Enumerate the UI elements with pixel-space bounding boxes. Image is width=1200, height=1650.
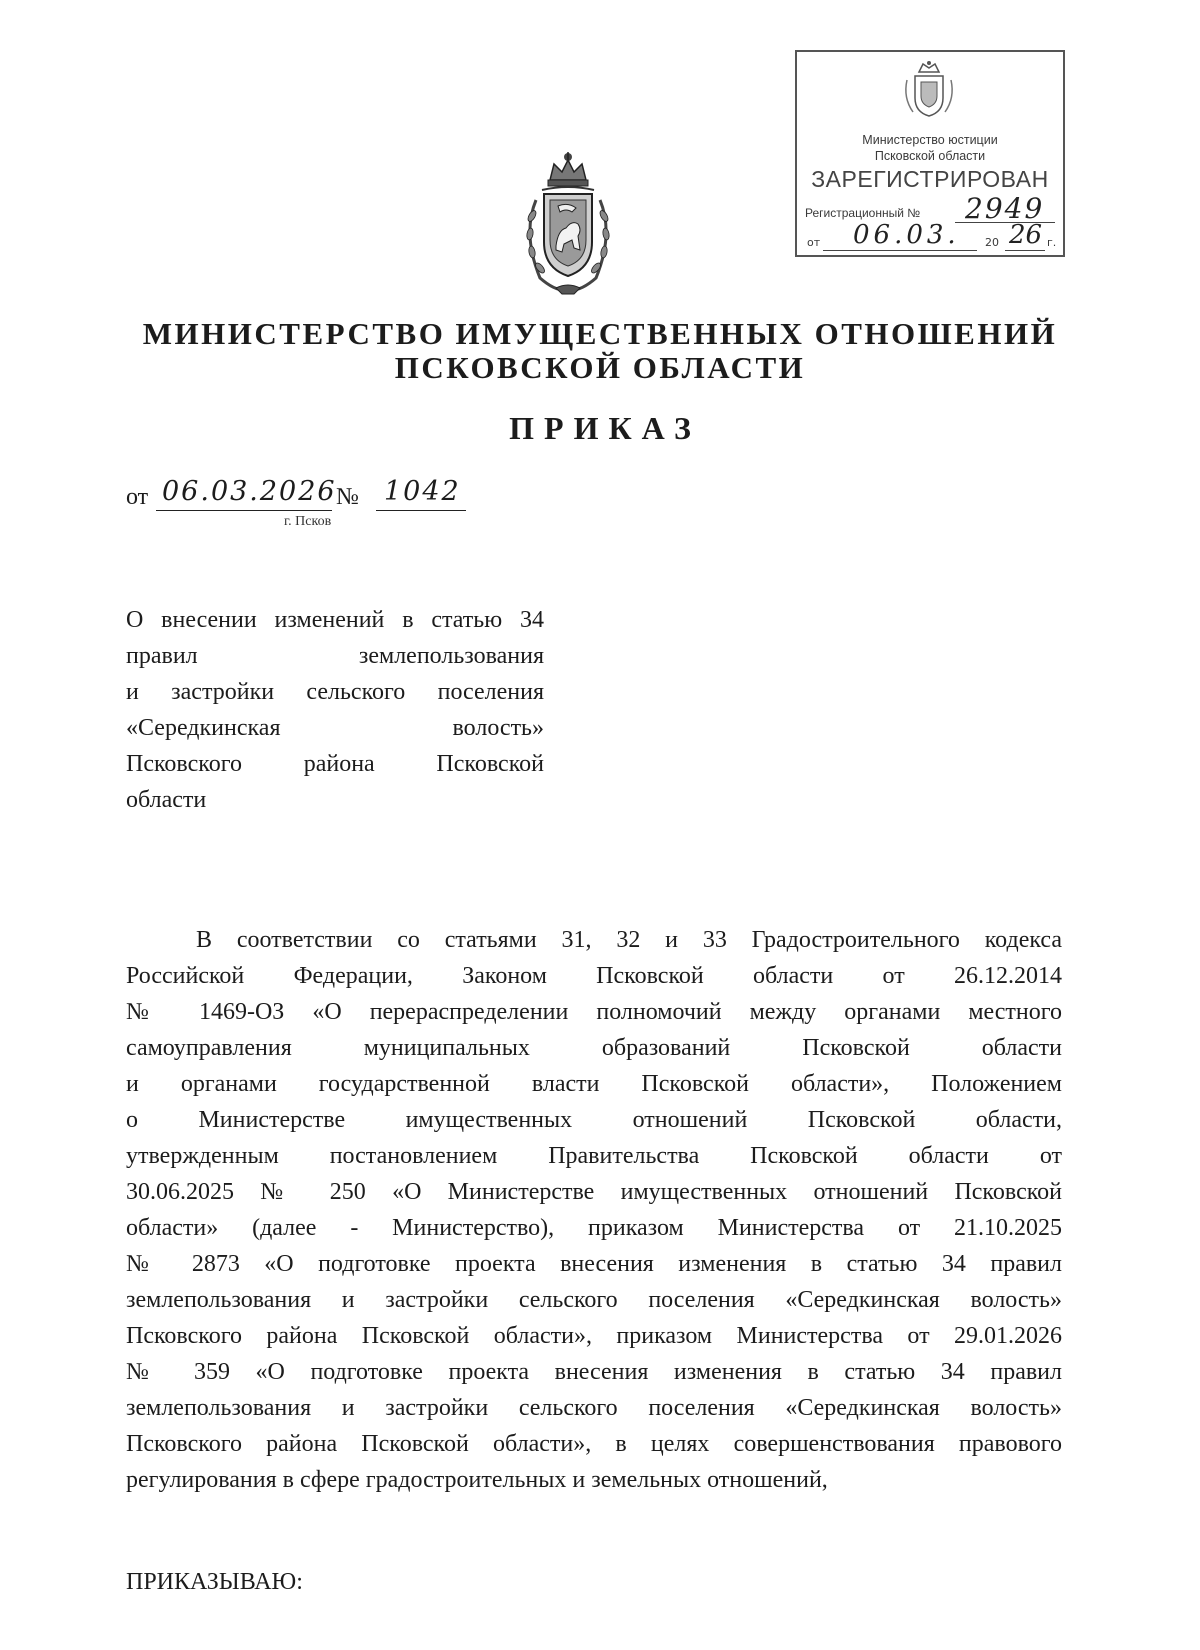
subject-line: правил землепользования (126, 643, 544, 669)
order-city: г. Псков (284, 514, 332, 529)
order-date-value: 06.03.2026 (162, 476, 337, 507)
ministry-title-line1: МИНИСТЕРСТВО ИМУЩЕСТВЕННЫХ ОТНОШЕНИЙ (142, 316, 1058, 351)
order-verb: ПРИКАЗЫВАЮ: (126, 1569, 303, 1595)
stamp-regno-value: 2949 (965, 192, 1045, 225)
body-line: 30.06.2025 № 250 «О Министерстве имущественных отношений Псковской (126, 1179, 1062, 1205)
body-line: регулирования в сфере градостроительных и земельных отношений, (126, 1467, 828, 1493)
body-line: утвержденным постановлением Правительства Псковской области от (126, 1143, 1062, 1169)
stamp-year-value: 26 (1009, 220, 1043, 250)
order-preamble (126, 922, 1062, 1498)
order-from-label: от (126, 484, 149, 510)
body-line: В соответствии со статьями 31, 32 и 33 Градостроительного кодекса (196, 927, 1062, 953)
order-subject (126, 602, 544, 818)
body-line: № 1469-ОЗ «О перераспределении полномочий между органами местного (126, 999, 1062, 1025)
body-line: области» (далее - Министерство), приказом Министерства от 21.10.2025 (126, 1215, 1062, 1241)
subject-line: и застройки сельского поселения (126, 679, 544, 705)
stamp-year-prefix: 20 (985, 236, 999, 249)
stamp-date-value: 06.03. (853, 220, 960, 250)
body-line: землепользования и застройки сельского поселения «Середкинская волость» (126, 1287, 1062, 1313)
stamp-regno-label: Регистрационный № (805, 206, 921, 220)
body-line: о Министерстве имущественных отношений Псковской области, (126, 1107, 1062, 1133)
order-number-value: 1042 (384, 476, 461, 507)
subject-line: Псковского района Псковской (126, 751, 544, 777)
stamp-ministry-line1: Министерство юстиции (862, 133, 998, 147)
subject-line: области (126, 787, 207, 813)
order-number-underline (376, 510, 466, 511)
subject-line: «Середкинская волость» (126, 715, 544, 741)
stamp-ministry-line2: Псковской области (874, 149, 986, 163)
document-type-title: ПРИКАЗ (509, 410, 701, 446)
stamp-year-suffix: г. (1047, 236, 1057, 249)
body-line: Псковского района Псковской области», в целях совершенствования правового (126, 1431, 1062, 1457)
coat-of-arms-icon (508, 150, 628, 295)
body-line: и органами государственной власти Псковской области», Положением (126, 1071, 1062, 1097)
subject-line: О внесении изменений в статью 34 (126, 607, 544, 633)
order-number-label: № (336, 484, 359, 510)
stamp-date-prefix: от (807, 236, 821, 249)
ministry-title-line2: ПСКОВСКОЙ ОБЛАСТИ (394, 350, 806, 385)
body-line: Псковского района Псковской области», приказом Министерства от 29.01.2026 (126, 1323, 1062, 1349)
order-date-underline (156, 510, 332, 511)
stamp-date-underline (823, 250, 977, 251)
stamp-coat-of-arms-icon (901, 58, 957, 120)
body-line: землепользования и застройки сельского поселения «Середкинская волость» (126, 1395, 1062, 1421)
registration-stamp (795, 50, 1065, 257)
body-line: № 359 «О подготовке проекта внесения изменения в статью 34 правил (126, 1359, 1062, 1385)
body-line: самоуправления муниципальных образований Псковской области (126, 1035, 1062, 1061)
stamp-registered-text: ЗАРЕГИСТРИРОВАН (811, 166, 1049, 192)
body-line: Российской Федерации, Законом Псковской области от 26.12.2014 (126, 963, 1062, 989)
order-details (126, 476, 466, 514)
stamp-year-underline (1005, 250, 1045, 251)
body-line: № 2873 «О подготовке проекта внесения изменения в статью 34 правил (126, 1251, 1062, 1277)
